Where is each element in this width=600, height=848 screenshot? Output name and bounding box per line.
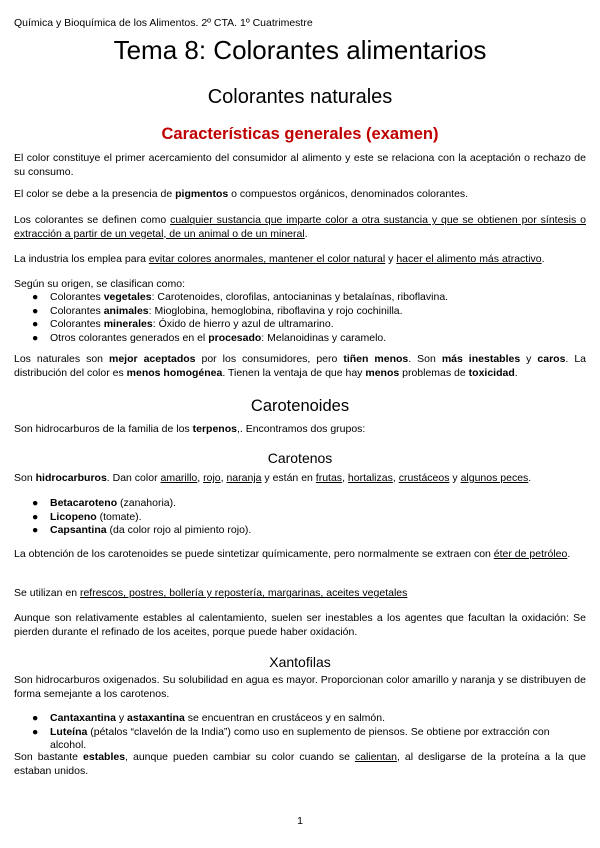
list-item bbox=[14, 318, 586, 332]
text: Los naturales son bbox=[14, 353, 109, 365]
paragraph-estables bbox=[14, 751, 586, 778]
underlined-text: rojo bbox=[203, 472, 221, 484]
text: Son bastante bbox=[14, 751, 84, 763]
text: . Tienen la ventaja de que hay bbox=[222, 366, 366, 379]
list-item bbox=[14, 511, 586, 525]
bold-text: Capsantina bbox=[50, 524, 107, 536]
paragraph-definicion bbox=[14, 214, 586, 241]
text: El color se debe a la presencia de bbox=[14, 188, 176, 200]
text: Se utilizan en bbox=[14, 587, 80, 599]
text: y bbox=[115, 712, 128, 724]
underlined-text: evitar colores anormales, mantener el color natural bbox=[148, 253, 386, 265]
paragraph-estabilidad: Aunque son relativamente estables al calentamiento, suelen ser inestables a los agentes que facultan la oxidación: Se pierden durante el refinado de los aceites, porque puede haber oxidación. bbox=[14, 612, 586, 638]
list-item bbox=[14, 712, 586, 726]
page-number: 1 bbox=[297, 815, 303, 827]
list-origen bbox=[14, 291, 586, 345]
bullet-icon: ● bbox=[32, 510, 39, 523]
page-title: Tema 8: Colorantes alimentarios bbox=[113, 35, 487, 65]
text: (da color rojo al pimiento rojo). bbox=[106, 524, 252, 536]
list-carotenos bbox=[14, 497, 586, 538]
underlined-text: cualquier sustancia que imparte color a otra sustancia y que se obtienen por síntesis o extracción a partir de un vegetal, de un animal o de un mineral bbox=[14, 214, 586, 240]
text: . Son bbox=[408, 353, 442, 365]
underlined-text: éter de petróleo bbox=[493, 548, 568, 560]
underlined-text: amarillo bbox=[160, 472, 198, 484]
bold-text: animales bbox=[103, 304, 149, 317]
text: o compuestos orgánicos, denominados colorantes. bbox=[228, 188, 469, 200]
text: Colorantes bbox=[50, 318, 104, 330]
bullet-icon: ● bbox=[32, 304, 39, 317]
underlined-text: frutas bbox=[315, 472, 343, 484]
section-heading-carotenoides: Carotenoides bbox=[250, 397, 350, 415]
text: por los consumidores, pero bbox=[195, 353, 344, 365]
list-item bbox=[14, 726, 586, 753]
bold-text: Cantaxantina bbox=[50, 712, 116, 724]
bold-text: toxicidad bbox=[468, 366, 515, 379]
section-heading-xantofilas: Xantofilas bbox=[269, 654, 331, 670]
text: . bbox=[514, 366, 518, 379]
paragraph-pigmentos bbox=[14, 188, 586, 202]
text: . La distribución del color es bbox=[14, 353, 586, 379]
text: (pétalos “clavelón de la India”) como uso en suplemento de piensos. Se obtiene por extracción con alcohol. bbox=[50, 725, 550, 751]
list-item bbox=[14, 291, 586, 305]
paragraph-hidrocarburos bbox=[14, 472, 586, 486]
text: , bbox=[342, 472, 348, 484]
text: La industria los emplea para bbox=[14, 253, 149, 265]
text: problemas de bbox=[399, 366, 469, 379]
text: Colorantes bbox=[50, 291, 104, 303]
section-heading-colorantes-naturales: Colorantes naturales bbox=[207, 86, 393, 108]
bold-text: caros bbox=[537, 353, 566, 365]
bold-text: más inestables bbox=[441, 353, 521, 365]
text: : Óxido de hierro y azul de ultramarino. bbox=[152, 318, 334, 330]
list-item bbox=[14, 332, 586, 346]
text: Son bbox=[14, 472, 36, 484]
paragraph-industria bbox=[14, 253, 586, 267]
bullet-icon: ● bbox=[32, 291, 39, 303]
text: Otros colorantes generados en el bbox=[50, 331, 209, 344]
paragraph-terpenos bbox=[14, 423, 586, 437]
text: , bbox=[197, 472, 204, 484]
text: ,. Encontramos dos grupos: bbox=[236, 423, 366, 435]
bold-text: menos bbox=[365, 366, 400, 379]
bullet-icon: ● bbox=[32, 318, 39, 330]
text: : Mioglobina, hemoglobina, riboflavina y rojo cochinilla. bbox=[148, 304, 403, 317]
paragraph-naturales bbox=[14, 353, 586, 380]
paragraph-obtencion bbox=[14, 548, 586, 562]
text: : Melanoidinas y caramelo. bbox=[261, 331, 387, 344]
text: y bbox=[449, 472, 461, 484]
text: . bbox=[567, 548, 571, 560]
text: . bbox=[528, 472, 532, 484]
text: (zanahoria). bbox=[117, 497, 177, 509]
bullet-icon: ● bbox=[32, 497, 39, 509]
paragraph-usos bbox=[14, 587, 586, 601]
text: y están en bbox=[261, 472, 316, 484]
bullet-icon: ● bbox=[32, 725, 39, 738]
bold-text: terpenos bbox=[192, 423, 237, 435]
text: (tomate). bbox=[96, 510, 142, 523]
bold-text: minerales bbox=[103, 318, 153, 330]
underlined-text: hacer el alimento más atractivo bbox=[396, 253, 542, 265]
list-item bbox=[14, 497, 586, 511]
bullet-icon: ● bbox=[32, 712, 39, 724]
bullet-icon: ● bbox=[32, 524, 39, 536]
bold-text: procesado bbox=[208, 331, 262, 344]
list-item bbox=[14, 524, 586, 538]
underlined-text: calientan bbox=[354, 751, 397, 763]
bullet-icon: ● bbox=[32, 331, 39, 344]
bold-text: estables bbox=[83, 751, 126, 763]
text: . bbox=[304, 227, 308, 240]
page-header: Química y Bioquímica de los Alimentos. 2º CTA. 1º Cuatrimestre bbox=[14, 17, 313, 29]
text: Los colorantes se definen como bbox=[14, 214, 171, 226]
text: Colorantes bbox=[50, 304, 104, 317]
bold-text: Licopeno bbox=[50, 510, 97, 523]
text: . bbox=[541, 253, 545, 265]
list-item bbox=[14, 305, 586, 319]
bold-text: menos homogénea bbox=[126, 366, 223, 379]
paragraph-color-consumidor: El color constituye el primer acercamiento del consumidor al alimento y este se relaciona con la aceptación o rechazo de su consumo. bbox=[14, 152, 586, 178]
bold-text: astaxantina bbox=[127, 712, 185, 724]
section-heading-carotenos: Carotenos bbox=[267, 450, 333, 466]
text: , bbox=[392, 472, 399, 484]
paragraph-oxigenados: Son hidrocarburos oxigenados. Su solubilidad en agua es mayor. Proporcionan color amarillo y naranja y se distribuyen de forma semejante a los carotenos. bbox=[14, 674, 586, 700]
text: La obtención de los carotenoides se puede sintetizar químicamente, pero normalmente se extraen con bbox=[14, 548, 494, 560]
bold-text: Betacaroteno bbox=[50, 497, 118, 509]
bold-text: Luteína bbox=[50, 725, 88, 738]
text: , bbox=[220, 472, 227, 484]
paragraph-origen: Según su origen, se clasifican como: bbox=[14, 278, 186, 290]
bold-text: mejor aceptados bbox=[109, 353, 196, 365]
bold-text: vegetales bbox=[103, 291, 152, 303]
underlined-text: refrescos, postres, bollería y repostería, margarinas, aceites vegetales bbox=[79, 587, 408, 599]
text: : Carotenoides, clorofilas, antocianinas y betalaínas, riboflavina. bbox=[151, 291, 449, 303]
section-heading-caracteristicas: Características generales (examen) bbox=[161, 125, 439, 143]
bold-text: hidrocarburos bbox=[35, 472, 107, 484]
text: Son hidrocarburos de la familia de los bbox=[14, 423, 193, 435]
text: . Dan color bbox=[106, 472, 161, 484]
list-xantofilas bbox=[14, 712, 586, 753]
text: y bbox=[385, 253, 397, 265]
bold-text: tiñen menos bbox=[343, 353, 409, 365]
underlined-text: algunos peces bbox=[460, 472, 529, 484]
underlined-text: crustáceos bbox=[398, 472, 450, 484]
text: se encuentran en crustáceos y en salmón. bbox=[184, 712, 386, 724]
bold-text: pigmentos bbox=[175, 188, 229, 200]
underlined-text: hortalizas bbox=[347, 472, 393, 484]
underlined-text: naranja bbox=[226, 472, 262, 484]
text: , aunque pueden cambiar su color cuando se bbox=[125, 751, 355, 763]
text: y bbox=[520, 353, 538, 365]
text: , al desligarse de la proteína a la que estaban unidos. bbox=[14, 751, 586, 777]
